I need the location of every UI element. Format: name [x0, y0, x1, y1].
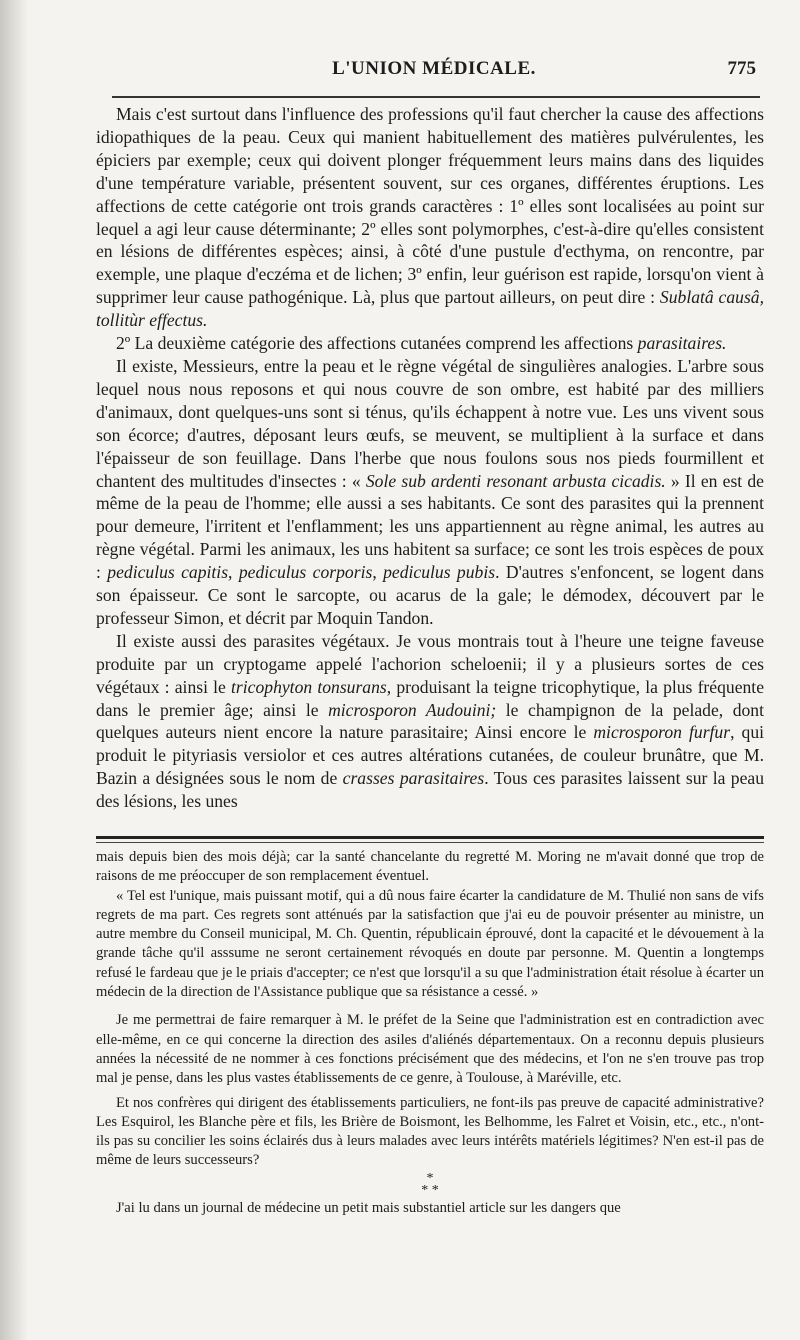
paragraph-professions: Mais c'est surtout dans l'influence des professions qu'il faut chercher la cause des affections idiopathiques de la peau. Ceux qui manient habituellement des matières pulvérulentes, les épiciers par exemple; ceux qui doivent plonger fréquemment leurs mains dans des liquides d'une température variable, présentent souvent, sur ces organes, différentes éruptions. Les affections de cette catégorie ont trois grands caractères : 1º elles sont localisées au point sur lequel a agi leur cause déterminante; 2º elles sont polymorphes, c'est-à-dire qu'elles consistent en lésions de différentes espèces; ainsi, à côté d'une pustule d'ecthyma, on rencontre, par exemple, une plaque d'eczéma et de lichen; 3º enfin, leur guérison est rapide, lorsqu'on vient à supprimer leur cause pathogénique. Là, plus que partout ailleurs, on peut dire : Sublatâ causâ, tollitùr effectus.	[96, 104, 764, 331]
page-number: 775	[727, 58, 756, 79]
note-paragraph: Et nos confrères qui dirigent des établissements particuliers, ne font-ils pas preuve de capacité administrative? Les Esquirol, les Blanche père et fils, les Brière de Boismont, les Belhomme, les Falret et Voisin, etc., etc., n'ont-ils pas su concilier les soins éclairés dus à leurs malades avec leurs intérêts matériels légitimes? N'en est-il pas de même de leurs successeurs?	[96, 1094, 764, 1169]
header-rule	[112, 96, 760, 98]
section-rule	[96, 836, 764, 843]
note-paragraph: Je me permettrai de faire remarquer à M. le préfet de la Seine que l'administration est en contradiction avec elle-même, en ce qui concerne la direction des asiles d'aliénés départementaux. On a reconnu depuis plusieurs années la nécessité de ne nommer à ces fonctions précisément que des médecins, et l'on ne s'en trouve pas trop mal je pense, dans les plus vastes établissements de ce genre, à Toulouse, à Maréville, etc.	[96, 1012, 764, 1087]
paragraph-vegetal-parasites: Il existe aussi des parasites végétaux. Je vous montrais tout à l'heure une teigne faveuse produite par un cryptogame appelé l'achorion scheloenii; il y a plusieurs sortes de ces végétaux : ainsi le tricophyton tonsurans, produisant la teigne tricophytique, la plus fréquente dans le premier âge; ainsi le microsporon Audouini; le champignon de la pelade, dont quelques auteurs nient encore la nature parasitaire; Ainsi encore le microsporon furfur, qui produit le pityriasis versiolor et ces autres altérations cutanées, de couleur brunâtre, que M. Bazin a désignées sous le nom de crasses parasitaires. Tous ces parasites laissent sur la peau des lésions, les unes	[96, 630, 764, 812]
feuilleton-text	[96, 848, 764, 1218]
main-text	[96, 103, 764, 813]
note-paragraph: J'ai lu dans un journal de médecine un petit mais substantiel article sur les dangers que	[116, 1199, 621, 1216]
running-header	[112, 58, 756, 84]
latin-maxim: Sublatâ causâ, tollitùr effectus.	[96, 287, 764, 331]
paragraph-analogies: Il existe, Messieurs, entre la peau et le règne végétal de singulières analogies. L'arbre sous lequel nous nous reposons et qui nous couvre de son ombre, est habité par des milliers d'animaux, dont quelques-uns sont si ténus, qu'ils échappent à notre vue. Les uns vivent sous son écorce; d'autres, déposant leurs œufs, se meuvent, se multiplient à la surface et dans l'épaisseur de son feuillage. Dans l'herbe que nous foulons sous nos pieds fourmillent et chantent des multitudes d'insectes : « Sole sub ardenti resonant arbusta cicadis. » Il en est de même de la peau de l'homme; elle aussi a ses habitants. Ce sont des parasites qui la prennent pour demeure, l'irritent et l'enflamment; les uns appartiennent au règne animal, les autres au règne végétal. Parmi les animaux, les uns habitent sa surface; ce sont les trois espèces de poux : pediculus capitis, pediculus corporis, pediculus pubis. D'autres s'enfoncent, se logent dans son épaisseur. Ce sont le sarcopte, ou acarus de la gale; le démodex, découvert par le professeur Simon, et décrit par Moquin Tandon.	[96, 355, 764, 628]
note-paragraph: « Tel est l'unique, mais puissant motif, qui a dû nous faire écarter la candidature de M. Thulié non sans de vifs regrets de ma part. Ces regrets sont atténués par la satisfaction que j'ai eu de pouvoir présenter au ministre, un autre membre du Conseil municipal, M. Ch. Quentin, républicain éprouvé, dont la capacité et le dévouement à la grande tâche qu'il asssume ne seront certainement révoqués en doute par personne. M. Quentin a longtemps refusé le fardeau que je le priais d'accepter; ce n'est que lorsqu'il a su que l'administration était résolue à écarter un médecin de la direction de l'Assistance publique que sa résistance a cessé. »	[96, 887, 764, 1001]
asterism-separator: * * *	[421, 1170, 439, 1198]
page-edge-shadow	[0, 0, 28, 1340]
note-paragraph: mais depuis bien des mois déjà; car la santé chancelante du regretté M. Moring ne m'avait donné que trop de raisons de me préoccuper de son remplacement éventuel.	[96, 849, 764, 885]
journal-title: L'UNION MÉDICALE.	[332, 58, 536, 79]
paragraph-parasitic: 2º La deuxième catégorie des affections cutanées comprend les affections parasitaires.	[116, 333, 727, 354]
latin-quote: Sole sub ardenti resonant arbusta cicadis.	[365, 470, 666, 491]
